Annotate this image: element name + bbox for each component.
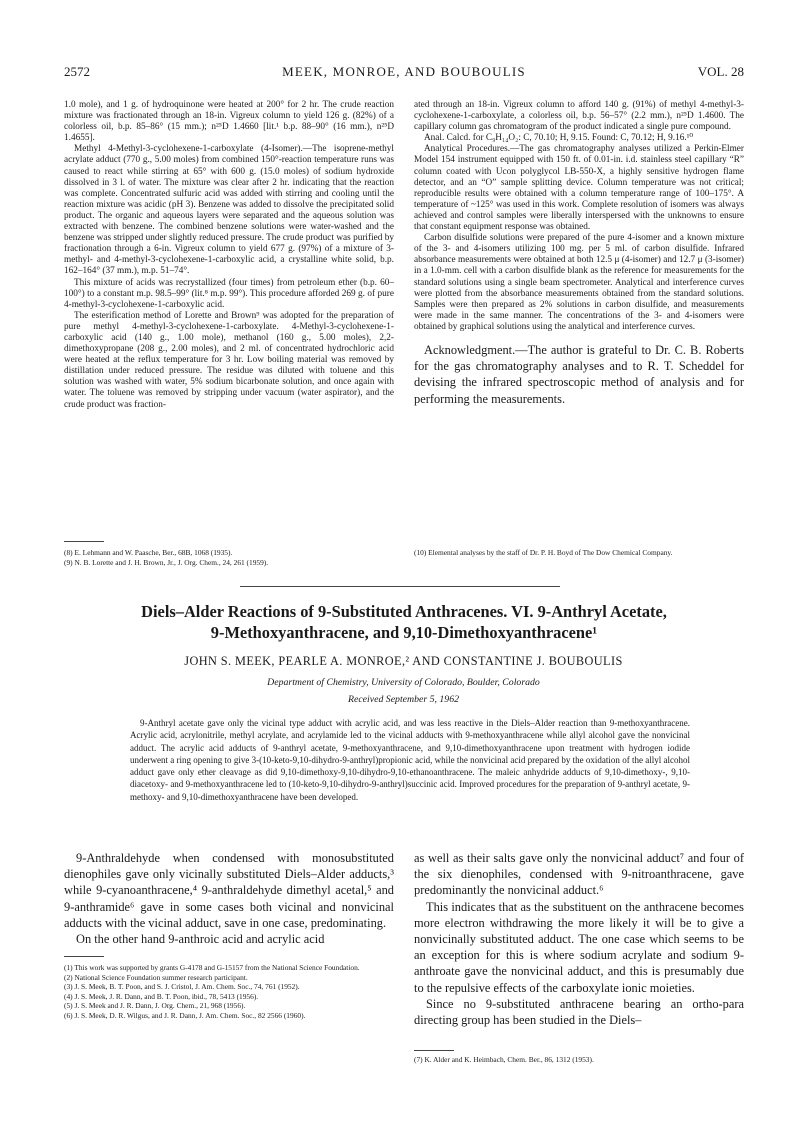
authors: JOHN S. MEEK, PEARLE A. MONROE,² AND CONSTANTINE J. BOUBOULIS (184, 654, 623, 668)
volume-label: VOL. 28 (697, 64, 744, 79)
body-right-column (414, 850, 744, 1028)
paragraph: 1.0 mole), and 1 g. of hydroquinone were heated at 200° for 2 hr. The crude reaction mixture was fractionated through an 18-in. Vigreux column to yield 126 g. (82%) of a colorless oil, b.p. 85–86° (15 mm.); n²⁵D 1.4660 [lit.¹ b.p. 88–90° (16 mm.), n²⁵D 1.4655]. (64, 100, 394, 144)
paragraph: On the other hand 9-anthroic acid and acrylic acid (76, 932, 325, 947)
paragraph: The esterification method of Lorette and Brown⁹ was adopted for the preparation of pure methyl 4-methyl-3-cyclohexene-1-carboxylate. 4-Methyl-3-cyclohexene-1-carboxylic acid (140 g., 1.00 mole), methanol (160 g., 5.00 moles), 2,2-dimethoxypropane (208 g., 2.00 moles), and 2 ml. of concentrated hydrochloric acid were heated at the reflux temperature for 3 hr. Low boiling material was removed by distillation under reduced pressure. The residue was diluted with toluene and this solution was washed with water, 5% sodium bicarbonate solution, and once again with water. The toluene was removed by stripping under vacuum (water aspirator), and the crude product was fraction- (64, 310, 394, 410)
footnote: (10) Elemental analyses by the staff of Dr. P. H. Boyd of The Dow Chemical Company. (414, 548, 673, 557)
page-header (64, 64, 744, 82)
footnote: (8) E. Lehmann and W. Paasche, Ber., 68B, 1068 (1935). (64, 548, 233, 557)
received-date: Received September 5, 1962 (348, 694, 459, 705)
body-left-column (64, 850, 394, 947)
article-title (80, 601, 728, 644)
abstract (130, 717, 690, 803)
footnote: (5) J. S. Meek and J. R. Dann, J. Org. Chem., 21, 968 (1956). (64, 1001, 246, 1011)
top-left-column (64, 100, 394, 411)
footnote: (3) J. S. Meek, B. T. Poon, and S. J. Cristol, J. Am. Chem. Soc., 74, 761 (1952). (64, 982, 300, 992)
paragraph: Since no 9-substituted anthracene bearing an ortho-para directing group has been studied in the Diels– (414, 996, 744, 1028)
paragraph: ated through an 18-in. Vigreux column to afford 140 g. (91%) of methyl 4-methyl-3-cyclohexene-1-carboxylate, a colorless oil, b.p. 56–57° (2.2 mm.), n²⁵D 1.4600. The capillary column gas chromatogram of the product indicated a single pure compound. (414, 100, 744, 133)
footnote: (7) K. Alder and K. Heimbach, Chem. Ber., 86, 1312 (1953). (414, 1055, 594, 1064)
footnote: (1) This work was supported by grants G-4178 and G-15157 from the National Science Foundation. (64, 963, 360, 972)
footnote: (2) National Science Foundation summer research participant. (64, 972, 248, 982)
paragraph: This indicates that as the substituent on the anthracene becomes more electron withdrawing the more likely it will be to give a nonvicinally substituted adduct. The one case which seems to be an exception for this is where sodium acrylate and sodium 9-anthroate gave the nonvicinal adduct, and this is presumably due to the repulsive effects of the carboxylate ionic moieties. (414, 899, 744, 995)
paragraph: Methyl 4-Methyl-3-cyclohexene-1-carboxylate (4-Isomer).—The isoprene-methyl acrylate adduct (770 g., 5.00 moles) from combined 150°-reaction temperature runs was caused to react while stirring at 65° with 600 g. (15.0 moles) of sodium hydroxide dissolved in 3 l. of water. The mixture was clear after 2 hr. indicating that the reaction was complete. Concentrated sulfuric acid was added with stirring and cooling until the reaction mixture was acidic (pH 3). Benzene was added to dissolve the precipitated solid product. The organic and aqueous layers were separated and the aqueous solution was extracted with benzene. The combined benzene solutions were water-washed and the benzene was stripped under slightly reduced pressure. The crude product was purified by fractionation through a 6-in. Vigreux column to yield 677 g. (97%) of a mixture of 3-methyl- and 4-methyl-3-cyclohexene-1-carboxylic acid, a crystalline white solid, b.p. 162–164° (37 mm.), m.p. 51–74°. (64, 144, 394, 277)
section-divider (240, 586, 560, 587)
affiliation: Department of Chemistry, University of Colorado, Boulder, Colorado (267, 677, 540, 688)
footnotes-bottom-right (414, 1055, 744, 1065)
title-line: Diels–Alder Reactions of 9-Substituted Anthracenes. VI. 9-Anthryl Acetate, (141, 602, 667, 621)
paragraph: This mixture of acids was recrystallized (four times) from petroleum ether (b.p. 60–100°) to a constant m.p. 98.5–99° (lit.⁸ m.p. 99°). This procedure afforded 269 g. of pure 4-methyl-3-cyclohexene-1-carboxylic acid. (64, 277, 394, 310)
paragraph: Analytical Procedures.—The gas chromatography analyses utilized a Perkin-Elmer Model 154 instrument equipped with 150 ft. of 0.01-in. i.d. stainless steel capillary “R” column coated with Ucon polyglycol LB-550-X, a highly sensitive hydrogen flame detector, and an “O” sample splitting device. Column temperature was not critical; reproducible results were obtained with a column temperature range of 100–175°. A temperature of ~125° was used in this work. Complete resolution of isomers was always achieved and control samples were liberally interspersed with the unknowns to ensure that constant equipment response was obtained. (414, 144, 744, 233)
footnotes-top-right (414, 548, 744, 558)
paragraph: Carbon disulfide solutions were prepared of the pure 4-isomer and a known mixture of the 3- and 4-isomers utilizing 100 mg. per 5 ml. of carbon disulfide. Infrared absorbance measurements were obtained at both 12.5 μ (4-isomer) and 12.7 μ (3-isomer) in a 1.0-mm. cell with a carbon disulfide blank as the reference for measurements for the standard solutions using a single beam spectrometer. Analytical and interference curves were plotted from the absorbance measurements obtained from the standard solutions. Samples were then prepared as 2% solutions in carbon disulfide, and measurements were made in the same manner. The concentrations of the 3- and 4-isomers were obtained by graphical solutions using the analytical and interference curves. (414, 233, 744, 332)
paragraph: 9-Anthraldehyde when condensed with monosubstituted dienophiles gave only vicinally substituted Diels–Alder adducts,³ while 9-cyanoanthracene,⁴ 9-anthraldehyde dimethyl acetal,⁵ and 9-anthramide⁶ gave in some cases both vicinal and nonvicinal adducts with the vicinal adduct, save in one case, predominating. (64, 851, 394, 930)
title-line: 9-Methoxyanthracene, and 9,10-Dimethoxyanthracene¹ (210, 623, 598, 643)
top-right-column (414, 100, 744, 407)
footnote: (6) J. S. Meek, D. R. Wilgus, and J. R. Dann, J. Am. Chem. Soc., 82 2566 (1960). (64, 1010, 306, 1020)
footnote-rule (64, 541, 104, 542)
paragraph: as well as their salts gave only the nonvicinal adduct⁷ and four of the six dienophiles, condensed with 9-nitroanthracene, gave predominantly the nonvicinal adduct.⁶ (414, 851, 744, 898)
footnote-rule (64, 956, 104, 957)
abstract-text: 9-Anthryl acetate gave only the vicinal type adduct with acrylic acid, and was less reactive in the Diels–Alder reaction than 9-methoxyanthracene. Acrylic acid, acrylonitrile, methyl acrylate, and acrylamide led to the vicinal adducts with 9-methoxyanthracene while allyl alcohol gave the nonvicinal adduct. The acrylic acid adducts of 9-anthryl acetate, 9-methoxyanthracene, and 9,10-dimethoxyanthracene upon treatment with hydrogen iodide underwent a ring opening to give 3-(10-keto-9,10-dihydro-9-anthryl)propionic acid, while the nonvicinal acid prepared by the oxidation of the allyl alcohol adduct gave only ether cleavage as did 9,10-dimethoxy-9,10-dihydro-9,10-ethanoanthracene. The maleic anhydride adducts of 9,10-dimethoxy-, 9,10-diacetoxy- and 9-methoxyanthracene led to (10-keto-9,10-dihydro-9-anthryl)succinic acid. Improved procedures for the preparation of 9-anthryl acetate, 9-methoxy- and 9,10-dimethoxyanthracene have been developed. (130, 718, 690, 802)
footnote: (9) N. B. Lorette and J. H. Brown, Jr., J. Org. Chem., 24, 261 (1959). (64, 557, 269, 567)
footnote-rule (414, 1050, 454, 1051)
paragraph: Anal. Calcd. for C₉H₁₄O₂: C, 70.10; H, 9.15. Found: C, 70.12; H, 9.16.¹⁰ (424, 133, 694, 144)
footnotes-bottom-left (64, 963, 394, 1021)
footnotes-top-left (64, 548, 394, 567)
footnote: (4) J. S. Meek, J. R. Dann, and B. T. Poon, ibid., 78, 5413 (1956). (64, 991, 259, 1001)
acknowledgment: Acknowledgment.—The author is grateful to Dr. C. B. Roberts for the gas chromatography analyses and to R. T. Scheddel for devising the infrared spectroscopic method of analysis and for performing the measurements. (414, 342, 744, 406)
running-title: MEEK, MONROE, AND BOUBOULIS (282, 64, 526, 79)
page-number: 2572 (64, 64, 90, 79)
